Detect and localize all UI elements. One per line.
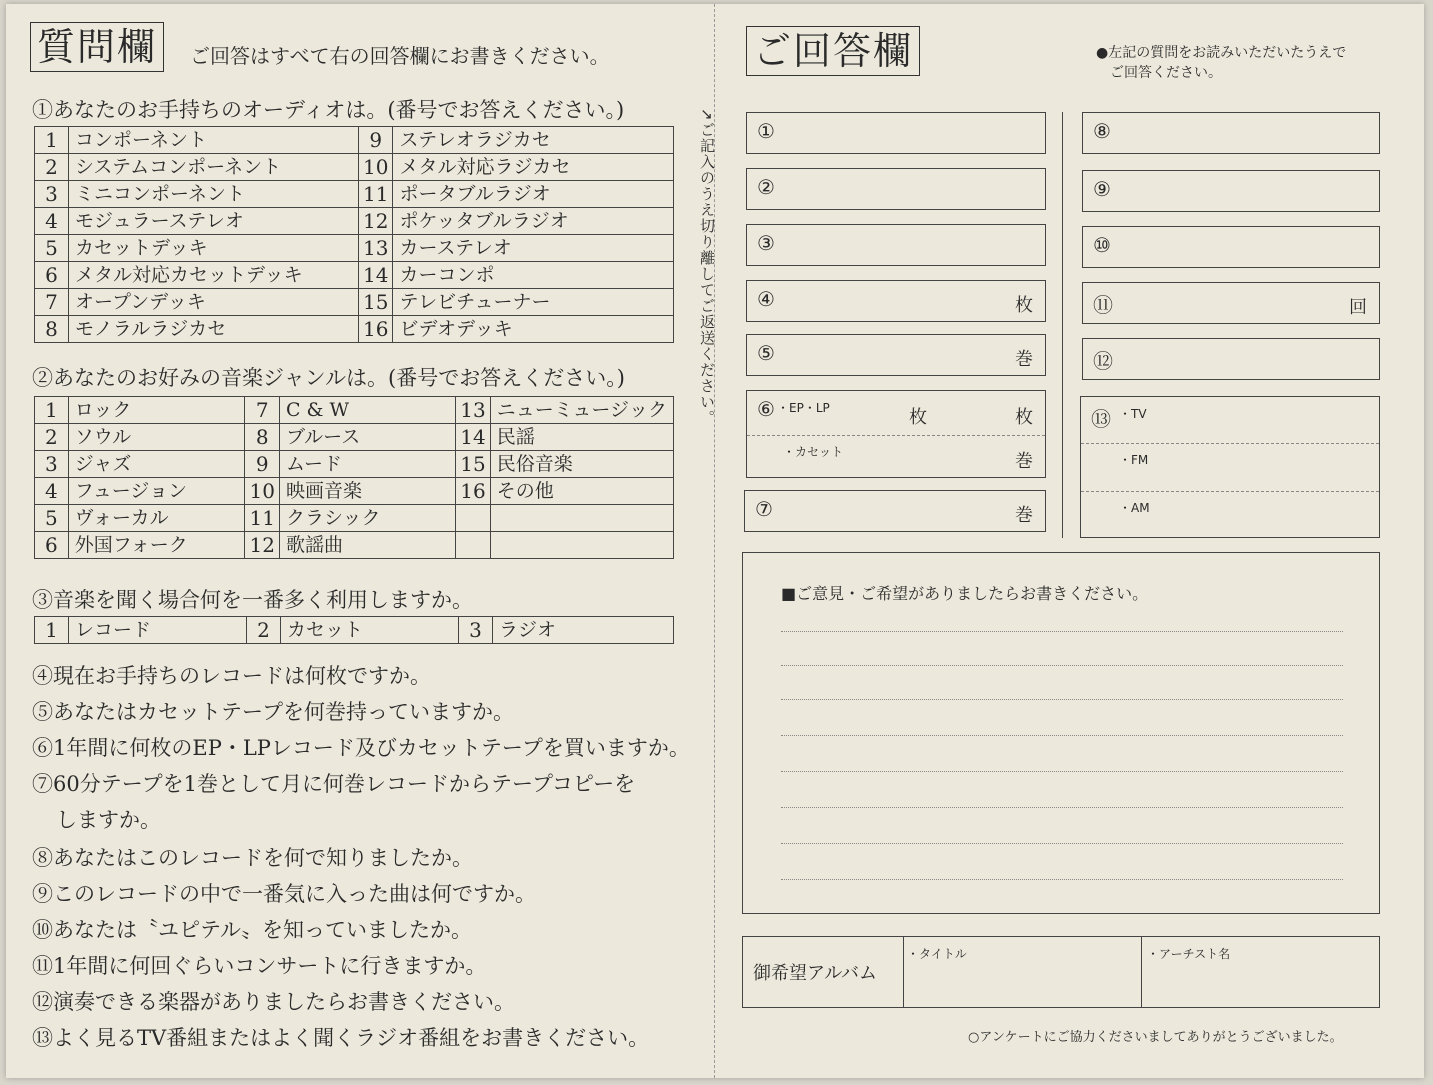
answer-box-unit: 枚 (1015, 295, 1033, 316)
answer-box-number: ⑥ (757, 397, 775, 421)
q2-option-number: 5 (35, 505, 69, 532)
q2-option-number: 3 (35, 451, 69, 478)
opinion-heading: ■ご意見・ご希望がありましたらお書きください。 (781, 584, 1149, 603)
q2-option-label: ムード (279, 451, 455, 478)
q1-row (35, 181, 674, 208)
q1-row (35, 262, 674, 289)
q2-option-number (456, 532, 490, 559)
q2-option-label: 民俗音楽 (490, 451, 673, 478)
answer-box-unit: 巻 (1015, 505, 1033, 526)
q2-option-number: 13 (456, 397, 490, 424)
q1-row (35, 154, 674, 181)
answer-section-title: ご回答欄 (746, 26, 920, 76)
q9-text: ⑨このレコードの中で一番気に入った曲は何ですか。 (32, 882, 536, 906)
q5-text: ⑤あなたはカセットテープを何巻持っていますか。 (32, 700, 514, 724)
q2-heading: ②あなたのお好みの音楽ジャンルは。(番号でお答えください。) (32, 366, 625, 390)
q2-row (35, 451, 674, 478)
q2-option-number: 16 (456, 478, 490, 505)
answer-box-2[interactable] (746, 168, 1046, 210)
q2-option-number: 1 (35, 397, 69, 424)
q1-option-label: ビデオデッキ (393, 316, 674, 343)
q1-option-label: コンポーネント (69, 127, 359, 154)
q2-option-label: 映画音楽 (279, 478, 455, 505)
q1-option-number: 7 (35, 289, 69, 316)
cassette-unit: 巻 (1015, 451, 1033, 472)
q1-option-number: 15 (359, 289, 393, 316)
q1-option-number: 16 (359, 316, 393, 343)
q2-option-label: 歌謡曲 (279, 532, 455, 559)
box6-divider (747, 435, 1045, 436)
q3-row (35, 617, 674, 644)
q2-option-label: ニューミュージック (490, 397, 673, 424)
q2-option-label: フュージョン (68, 478, 245, 505)
q7-text: ⑦60分テープを1巻として月に何巻レコードからテープコピーを (32, 772, 636, 796)
answer-note-line1: ●左記の質問をお読みいただいたうえで (1096, 45, 1347, 61)
q1-option-label: ミニコンポーネント (69, 181, 359, 208)
album-request-box[interactable] (742, 936, 1380, 1008)
q2-option-number: 8 (245, 424, 279, 451)
q3-heading: ③音楽を聞く場合何を一番多く利用しますか。 (32, 588, 473, 612)
q1-option-label: メタル対応カセットデッキ (69, 262, 359, 289)
q2-row (35, 532, 674, 559)
q3-options-table (34, 616, 674, 644)
q1-option-label: モノラルラジカセ (69, 316, 359, 343)
q1-option-label: ポケッタブルラジオ (393, 208, 674, 235)
q2-option-label: ヴォーカル (68, 505, 245, 532)
answer-box-7[interactable] (744, 490, 1046, 532)
q1-option-label: ステレオラジカセ (393, 127, 674, 154)
q1-row (35, 289, 674, 316)
writing-line (781, 699, 1343, 700)
answer-box-6[interactable] (746, 390, 1046, 478)
q2-option-number: 6 (35, 532, 69, 559)
answer-note-line2: ご回答ください。 (1110, 65, 1222, 81)
q1-option-label: カーコンポ (393, 262, 674, 289)
box13-divider (1081, 443, 1379, 444)
q2-option-number: 11 (245, 505, 279, 532)
q2-option-label: C & W (279, 397, 455, 424)
answer-box-number: ⑩ (1093, 233, 1111, 257)
answer-box-4[interactable] (746, 280, 1046, 322)
answer-box-number: ⑪ (1093, 293, 1113, 317)
answer-box-number: ① (757, 119, 775, 143)
q3-option-number: 2 (247, 617, 281, 644)
q2-option-number: 4 (35, 478, 69, 505)
answer-box-number: ⑫ (1093, 349, 1113, 373)
q2-option-number: 15 (456, 451, 490, 478)
writing-line (781, 807, 1343, 808)
questionnaire-card (6, 4, 1424, 1078)
writing-line (781, 843, 1343, 844)
q1-option-label: システムコンポーネント (69, 154, 359, 181)
ep-lp-unit: 枚 (909, 407, 927, 428)
box13-divider (1081, 491, 1379, 492)
answer-box-number: ③ (757, 231, 775, 255)
opinion-box[interactable] (742, 552, 1380, 914)
q1-option-number: 3 (35, 181, 69, 208)
q2-option-number: 9 (245, 451, 279, 478)
q1-options-table (34, 126, 674, 343)
q1-option-number: 13 (359, 235, 393, 262)
q2-option-label: ロック (68, 397, 245, 424)
q4-text: ④現在お手持ちのレコードは何枚ですか。 (32, 664, 431, 688)
answer-box-number: ⑧ (1093, 119, 1111, 143)
q1-option-number: 9 (359, 127, 393, 154)
q2-option-label: その他 (490, 478, 673, 505)
q1-option-number: 2 (35, 154, 69, 181)
q1-row (35, 316, 674, 343)
q2-row (35, 505, 674, 532)
q2-option-label: 外国フォーク (68, 532, 245, 559)
album-artist-label: ・アーチスト名 (1147, 947, 1231, 961)
q2-option-label: 民謡 (490, 424, 673, 451)
answer-box-unit: 回 (1349, 297, 1367, 318)
answer-box-number: ⑬ (1091, 407, 1111, 431)
q1-option-label: メタル対応ラジカセ (393, 154, 674, 181)
answer-box-13[interactable] (1080, 396, 1380, 538)
q3-option-label: カセット (281, 617, 459, 644)
q1-heading: ①あなたのお手持ちのオーディオは。(番号でお答えください。) (32, 98, 625, 122)
answer-box-unit: 巻 (1015, 349, 1033, 370)
answer-box-1[interactable] (746, 112, 1046, 154)
ep-lp-unit-2: 枚 (1015, 407, 1033, 428)
q2-option-label: ソウル (68, 424, 245, 451)
q2-option-number: 10 (245, 478, 279, 505)
q6-text: ⑥1年間に何枚のEP・LPレコード及びカセットテープを買いますか。 (32, 736, 690, 760)
answer-box-number: ⑦ (755, 497, 773, 521)
cassette-label: ・カセット (783, 445, 844, 459)
q7-text-continued: しますか。 (56, 808, 161, 832)
answer-box-number: ⑤ (757, 341, 775, 365)
am-label: ・AM (1119, 501, 1150, 515)
q1-row (35, 127, 674, 154)
q1-option-number: 8 (35, 316, 69, 343)
album-divider (1141, 937, 1142, 1007)
q2-row (35, 478, 674, 505)
q2-option-label (490, 532, 673, 559)
q1-option-label: モジュラーステレオ (69, 208, 359, 235)
q2-row (35, 397, 674, 424)
writing-line (781, 735, 1343, 736)
q2-option-number: 12 (245, 532, 279, 559)
fm-label: ・FM (1119, 453, 1149, 467)
q1-option-label: ポータブルラジオ (393, 181, 674, 208)
q2-option-number: 2 (35, 424, 69, 451)
answer-box-number: ⑨ (1093, 177, 1111, 201)
writing-line (781, 665, 1343, 666)
q1-option-number: 1 (35, 127, 69, 154)
answer-box-number: ④ (757, 287, 775, 311)
q3-option-number: 1 (35, 617, 69, 644)
answer-box-number: ② (757, 175, 775, 199)
answer-box-3[interactable] (746, 224, 1046, 266)
q1-option-label: テレビチューナー (393, 289, 674, 316)
q1-row (35, 208, 674, 235)
q1-option-number: 10 (359, 154, 393, 181)
q2-row (35, 424, 674, 451)
q1-option-number: 4 (35, 208, 69, 235)
answer-box-10[interactable] (1082, 226, 1380, 268)
writing-line (781, 771, 1343, 772)
q1-option-number: 5 (35, 235, 69, 262)
q10-text: ⑩あなたは〝ユピテル〟を知っていましたか。 (32, 918, 472, 942)
q12-text: ⑫演奏できる楽器がありましたらお書きください。 (32, 990, 515, 1014)
cut-instruction: ↗ご記入のうえ切り離してご返送ください。 (698, 108, 716, 426)
q1-option-label: カセットデッキ (69, 235, 359, 262)
q1-option-number: 11 (359, 181, 393, 208)
q1-option-number: 14 (359, 262, 393, 289)
q1-option-label: オープンデッキ (69, 289, 359, 316)
q3-option-number: 3 (459, 617, 493, 644)
q3-option-label: ラジオ (493, 617, 674, 644)
q1-option-number: 6 (35, 262, 69, 289)
q1-row (35, 235, 674, 262)
thanks-note: ○アンケートにご協力くださいましてありがとうございました。 (968, 1030, 1343, 1045)
album-title-label: ・タイトル (907, 947, 967, 961)
q2-option-number (456, 505, 490, 532)
q2-option-label (490, 505, 673, 532)
q1-option-number: 12 (359, 208, 393, 235)
q2-options-table (34, 396, 674, 559)
question-section-title: 質問欄 (30, 22, 164, 72)
writing-line (781, 631, 1343, 632)
q3-option-label: レコード (69, 617, 247, 644)
answer-box-9[interactable] (1082, 170, 1380, 212)
answer-box-12[interactable] (1082, 338, 1380, 380)
q2-option-number: 14 (456, 424, 490, 451)
q2-option-label: ブルース (279, 424, 455, 451)
q11-text: ⑪1年間に何回ぐらいコンサートに行きますか。 (32, 954, 487, 978)
q2-option-label: クラシック (279, 505, 455, 532)
answer-box-8[interactable] (1082, 112, 1380, 154)
q1-option-label: カーステレオ (393, 235, 674, 262)
answer-box-5[interactable] (746, 334, 1046, 376)
album-divider (903, 937, 904, 1007)
q13-text: ⑬よく見るTV番組またはよく聞くラジオ番組をお書きください。 (32, 1026, 650, 1050)
q2-option-label: ジャズ (68, 451, 245, 478)
answer-column-divider (1062, 112, 1063, 538)
album-request-label: 御希望アルバム (753, 963, 878, 984)
q8-text: ⑧あなたはこのレコードを何で知りましたか。 (32, 846, 473, 870)
ep-lp-label: ・EP・LP (777, 401, 830, 415)
writing-line (781, 879, 1343, 880)
tv-label: ・TV (1119, 407, 1147, 421)
answer-box-11[interactable] (1082, 282, 1380, 324)
q2-option-number: 7 (245, 397, 279, 424)
question-section-subtitle: ご回答はすべて右の回答欄にお書きください。 (190, 44, 610, 68)
